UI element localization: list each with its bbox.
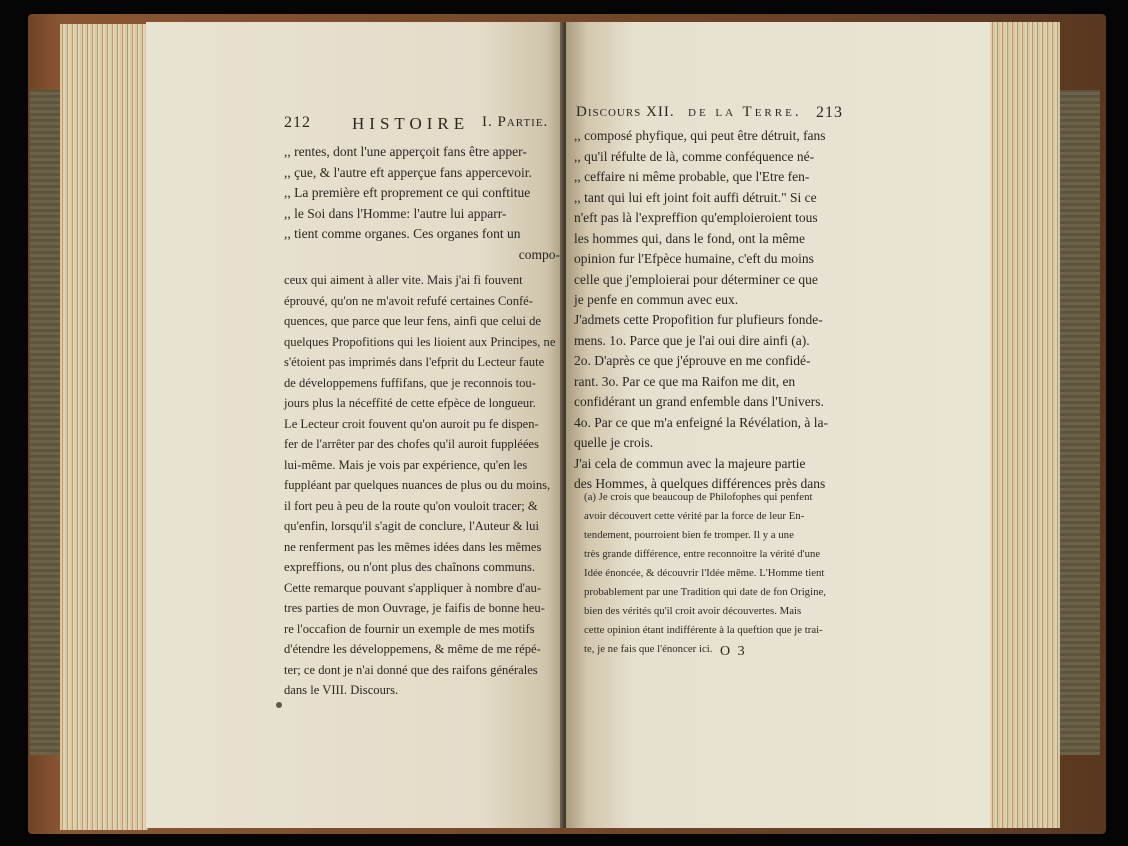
text-line: ,, le Soi dans l'Homme: l'autre lui apparr- (284, 205, 507, 221)
page-edges-left (60, 24, 148, 830)
text-line: 4o. Par ce que m'a enfeigné la Révélation, à la- (574, 414, 828, 430)
text-line: éprouvé, qu'on ne m'avoit refufé certaines Confé- (284, 293, 533, 308)
text-line: s'étoient pas imprimés dans l'efprit du Lecteur faute (284, 355, 545, 369)
footnote-line: probablement par une Tradition qui date de fon Origine, (584, 586, 826, 598)
left-body-text (284, 270, 560, 701)
page-number: 212 (284, 114, 311, 131)
catchword: compo- (518, 246, 560, 262)
text-line: d'étendre les développemens, & même de me répé- (284, 642, 541, 656)
text-line: je penfe en commun avec eux. (574, 292, 739, 307)
footnote (584, 488, 850, 659)
text-line: ,, La première eft proprement ce qui conftitue (284, 185, 531, 200)
signature-mark: O 3 (720, 644, 747, 659)
footnote-line: tendement, pourroient bien fe tromper. Il y a une (584, 529, 794, 541)
section-title: de la Terre. (688, 104, 802, 120)
text-line: ter; ce dont je n'ai donné que des raifons générales (284, 662, 538, 677)
cover-board-left (30, 90, 62, 755)
text-line: ,, tient comme organes. Ces organes font un (284, 226, 521, 241)
left-quote-block (284, 142, 560, 265)
page-number: 213 (816, 104, 843, 121)
text-line: de développemens fuffifans, que je reconnois tou- (284, 375, 536, 390)
text-line: il fort peu à peu de la route qu'on vouloit tracer; & (284, 498, 538, 513)
footnote-line: cette opinion étant indifférente à la queftion que je trai- (584, 624, 823, 636)
text-line: ,, composé phyfique, qui peut être détruit, fans (574, 128, 826, 143)
text-line: mens. 1o. Parce que je l'ai oui dire ainfi (a). (574, 332, 810, 348)
footnote-line: (a) Je crois que beaucoup de Philofophes qui penfent (584, 491, 813, 503)
text-line: opinion fur l'Efpèce humaine, c'eft du moins (574, 251, 814, 266)
left-page-header (146, 114, 564, 138)
ink-spot (276, 702, 282, 708)
right-page (566, 22, 990, 828)
text-line: ,, tant qui lui eft joint foit auffi détruit." Si ce (574, 189, 817, 205)
text-line: ,, ceffaire ni même probable, que l'Etre fen- (574, 169, 810, 184)
text-line: Le Lecteur croit fouvent qu'on auroit pu fe dispen- (284, 416, 539, 431)
part-label: I. Partie. (482, 114, 549, 130)
text-line: dans le VIII. Discours. (284, 683, 399, 697)
right-quote-block (574, 126, 850, 311)
text-line: lui-même. Mais je vois par expérience, qu'en les (284, 457, 528, 472)
text-line: quences, que parce que leur fens, ainfi que celui de (284, 314, 542, 328)
right-body-text (574, 310, 850, 495)
text-line: J'admets cette Propofition fur plufieurs fonde- (574, 312, 823, 327)
text-line: Cette remarque pouvant s'appliquer à nombre d'au- (284, 580, 542, 595)
text-line: ,, qu'il réfulte de là, comme conféquence né- (574, 148, 815, 164)
text-line: ne renferment pas les mêmes idées dans les mêmes (284, 539, 542, 554)
text-line: tres parties de mon Ouvrage, je faifis de bonne heu- (284, 601, 545, 615)
text-line: quelques Propofitions qui les lioient aux Principes, ne (284, 334, 556, 349)
text-line: jours plus la néceffité de cette efpèce de longueur. (284, 396, 536, 410)
right-page-header (566, 104, 990, 128)
text-line: 2o. D'après ce que j'éprouve en me confidé- (574, 353, 811, 368)
text-line: n'eft pas là l'expreffion qu'emploieroient tous (574, 210, 818, 225)
text-line: qu'enfin, lorsqu'il s'agit de conclure, l'Auteur & lui (284, 519, 539, 533)
text-line: les hommes qui, dans le fond, ont la même (574, 230, 805, 246)
text-line: expreffions, ou n'ont plus des chaînons communs. (284, 560, 536, 574)
text-line: ,, rentes, dont l'une apperçoit fans être apper- (284, 144, 527, 159)
text-line: confidérant un grand enfemble dans l'Univers. (574, 394, 824, 409)
text-line: fuppléant par quelques nuances de plus ou du moins, (284, 478, 551, 492)
text-line: ,, çue, & l'autre eft apperçue fans appercevoir. (284, 164, 532, 180)
footnote-line: avoir découvert cette vérité par la force de leur En- (584, 510, 805, 522)
footnote-line: te, je ne fais que l'énoncer ici. (584, 643, 713, 655)
footnote-line: bien des vérités qu'il croit avoir découvertes. Mais (584, 605, 802, 617)
text-line: fer de l'arrêter par des chofes qu'il auroit fuppléées (284, 437, 539, 451)
text-line: celle que j'emploierai pour déterminer ce que (574, 271, 818, 287)
cover-board-right (1060, 90, 1100, 755)
text-line: rant. 3o. Par ce que ma Raifon me dit, en (574, 373, 796, 389)
text-line: re l'occafion de fournir un exemple de mes motifs (284, 621, 535, 636)
footnote-line: Idée énoncée, & découvrir l'Idée même. L'Homme tient (584, 567, 825, 579)
text-line: ceux qui aiment à aller vite. Mais j'ai fi fouvent (284, 273, 523, 287)
page-edges-right (990, 22, 1060, 828)
text-line: J'ai cela de commun avec la majeure partie (574, 455, 806, 471)
text-line: des Hommes, à quelques différences près dans (574, 476, 826, 491)
text-line: quelle je crois. (574, 435, 654, 450)
running-title: HISTOIRE (352, 114, 470, 133)
running-title: Discours XII. (576, 104, 675, 120)
footnote-line: très grande différence, entre reconnoitre la vérité d'une (584, 548, 821, 560)
left-page (146, 22, 564, 828)
